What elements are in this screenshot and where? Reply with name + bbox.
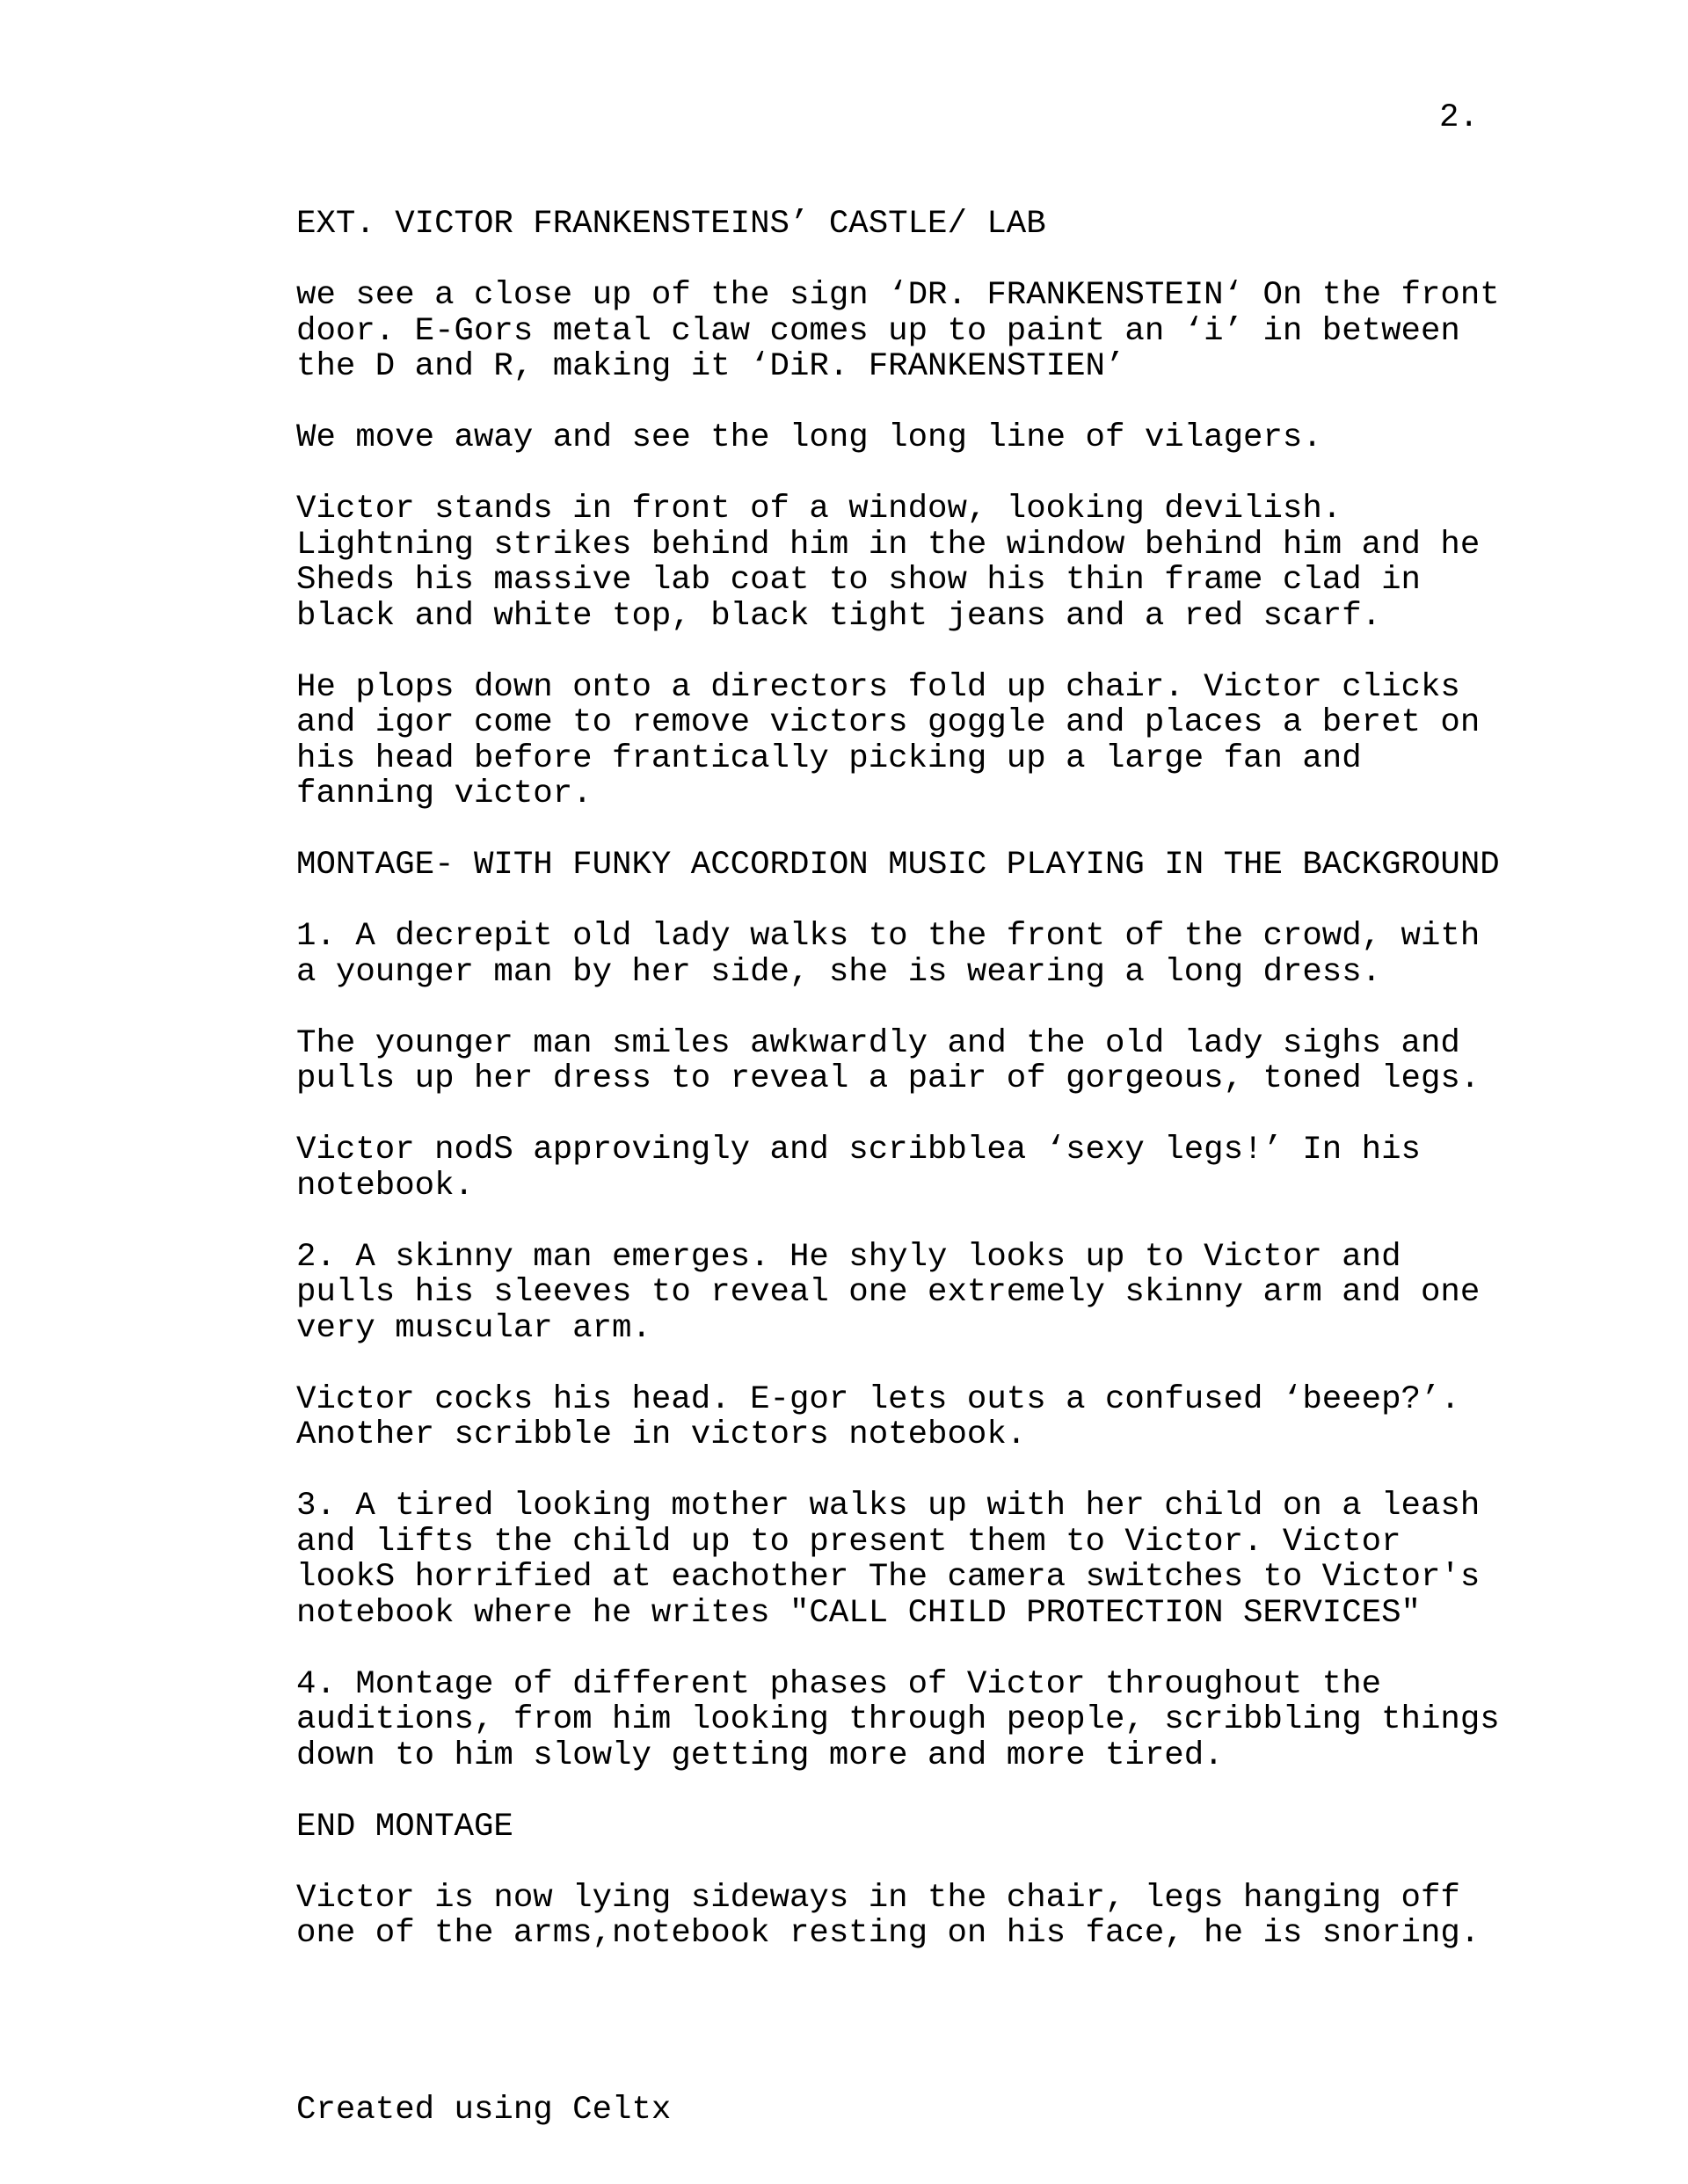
action-paragraph [296,1132,1500,1204]
text-line: Sheds his massive lab coat to show his thin frame clad in [296,562,1421,599]
text-line: MONTAGE- WITH FUNKY ACCORDION MUSIC PLAYING IN THE BACKGROUND [296,847,1500,884]
text-line: He plops down onto a directors fold up chair. Victor clicks [296,668,1460,706]
text-line: 3. A tired looking mother walks up with her child on a leash [296,1488,1481,1525]
text-line: notebook. [296,1167,474,1205]
text-line: The younger man smiles awkwardly and the old lady sighs and [296,1024,1460,1062]
action-paragraph [296,420,1500,456]
text-line: and lifts the child up to present them to Victor. Victor [296,1523,1401,1561]
action-paragraph [296,1881,1500,1952]
scene-heading [296,207,1500,243]
text-line: black and white top, black tight jeans and a red scarf. [296,597,1382,635]
text-line: very muscular arm. [296,1309,651,1347]
script-body [296,207,1500,1987]
page-number: 2. [1439,99,1479,136]
text-line: auditions, from him looking through people, scribbling things [296,1701,1500,1738]
text-line: Victor is now lying sideways in the chair, legs hanging off [296,1879,1460,1917]
footer-credit: Created using Celtx [296,2092,672,2129]
text-line: pulls his sleeves to reveal one extremely skinny arm and one [296,1274,1481,1311]
text-line: Victor nodS approvingly and scribblea ‘sexy legs!’ In his [296,1132,1421,1168]
text-line: we see a close up of the sign ‘DR. FRANKENSTEIN‘ On the front [296,277,1500,314]
action-paragraph [296,670,1500,812]
text-line: down to him slowly getting more and more tired. [296,1736,1224,1774]
text-line: his head before frantically picking up a large fan and [296,739,1362,777]
text-line: Victor cocks his head. E-gor lets outs a confused ‘beeep?’. [296,1380,1460,1418]
action-paragraph [296,1026,1500,1097]
action-paragraph [296,491,1500,634]
text-line: 4. Montage of different phases of Victor throughout the [296,1665,1382,1703]
text-line: Victor stands in front of a window, looking devilish. [296,491,1342,528]
action-paragraph [296,1382,1500,1453]
action-paragraph [296,1489,1500,1631]
text-line: door. E-Gors metal claw comes up to paint an ‘i’ in between [296,312,1460,350]
action-paragraph [296,919,1500,990]
text-line: 2. A skinny man emerges. He shyly looks up to Victor and [296,1238,1401,1276]
text-line: and igor come to remove victors goggle and places a beret on [296,704,1481,741]
text-line: Another scribble in victors notebook. [296,1416,1027,1453]
text-line: lookS horrified at eachother The camera switches to Victor's [296,1559,1481,1596]
action-paragraph [296,1240,1500,1347]
text-line: notebook where he writes "CALL CHILD PROTECTION SERVICES" [296,1594,1421,1632]
text-line: pulls up her dress to reveal a pair of gorgeous, toned legs. [296,1060,1481,1097]
text-line: EXT. VICTOR FRANKENSTEINS’ CASTLE/ LAB [296,206,1046,243]
text-line: a younger man by her side, she is wearing a long dress. [296,953,1382,991]
text-line: 1. A decrepit old lady walks to the front of the crowd, with [296,918,1481,955]
text-line: fanning victor. [296,775,593,812]
text-line: the D and R, making it ‘DiR. FRANKENSTIEN’ [296,348,1125,385]
action-paragraph [296,278,1500,385]
text-line: We move away and see the long long line of vilagers. [296,419,1322,456]
text-line: one of the arms,notebook resting on his face, he is snoring. [296,1915,1481,1952]
action-paragraph [296,1667,1500,1774]
action-paragraph [296,848,1500,884]
text-line: END MONTAGE [296,1808,513,1845]
action-paragraph [296,1809,1500,1845]
text-line: Lightning strikes behind him in the window behind him and he [296,526,1481,564]
